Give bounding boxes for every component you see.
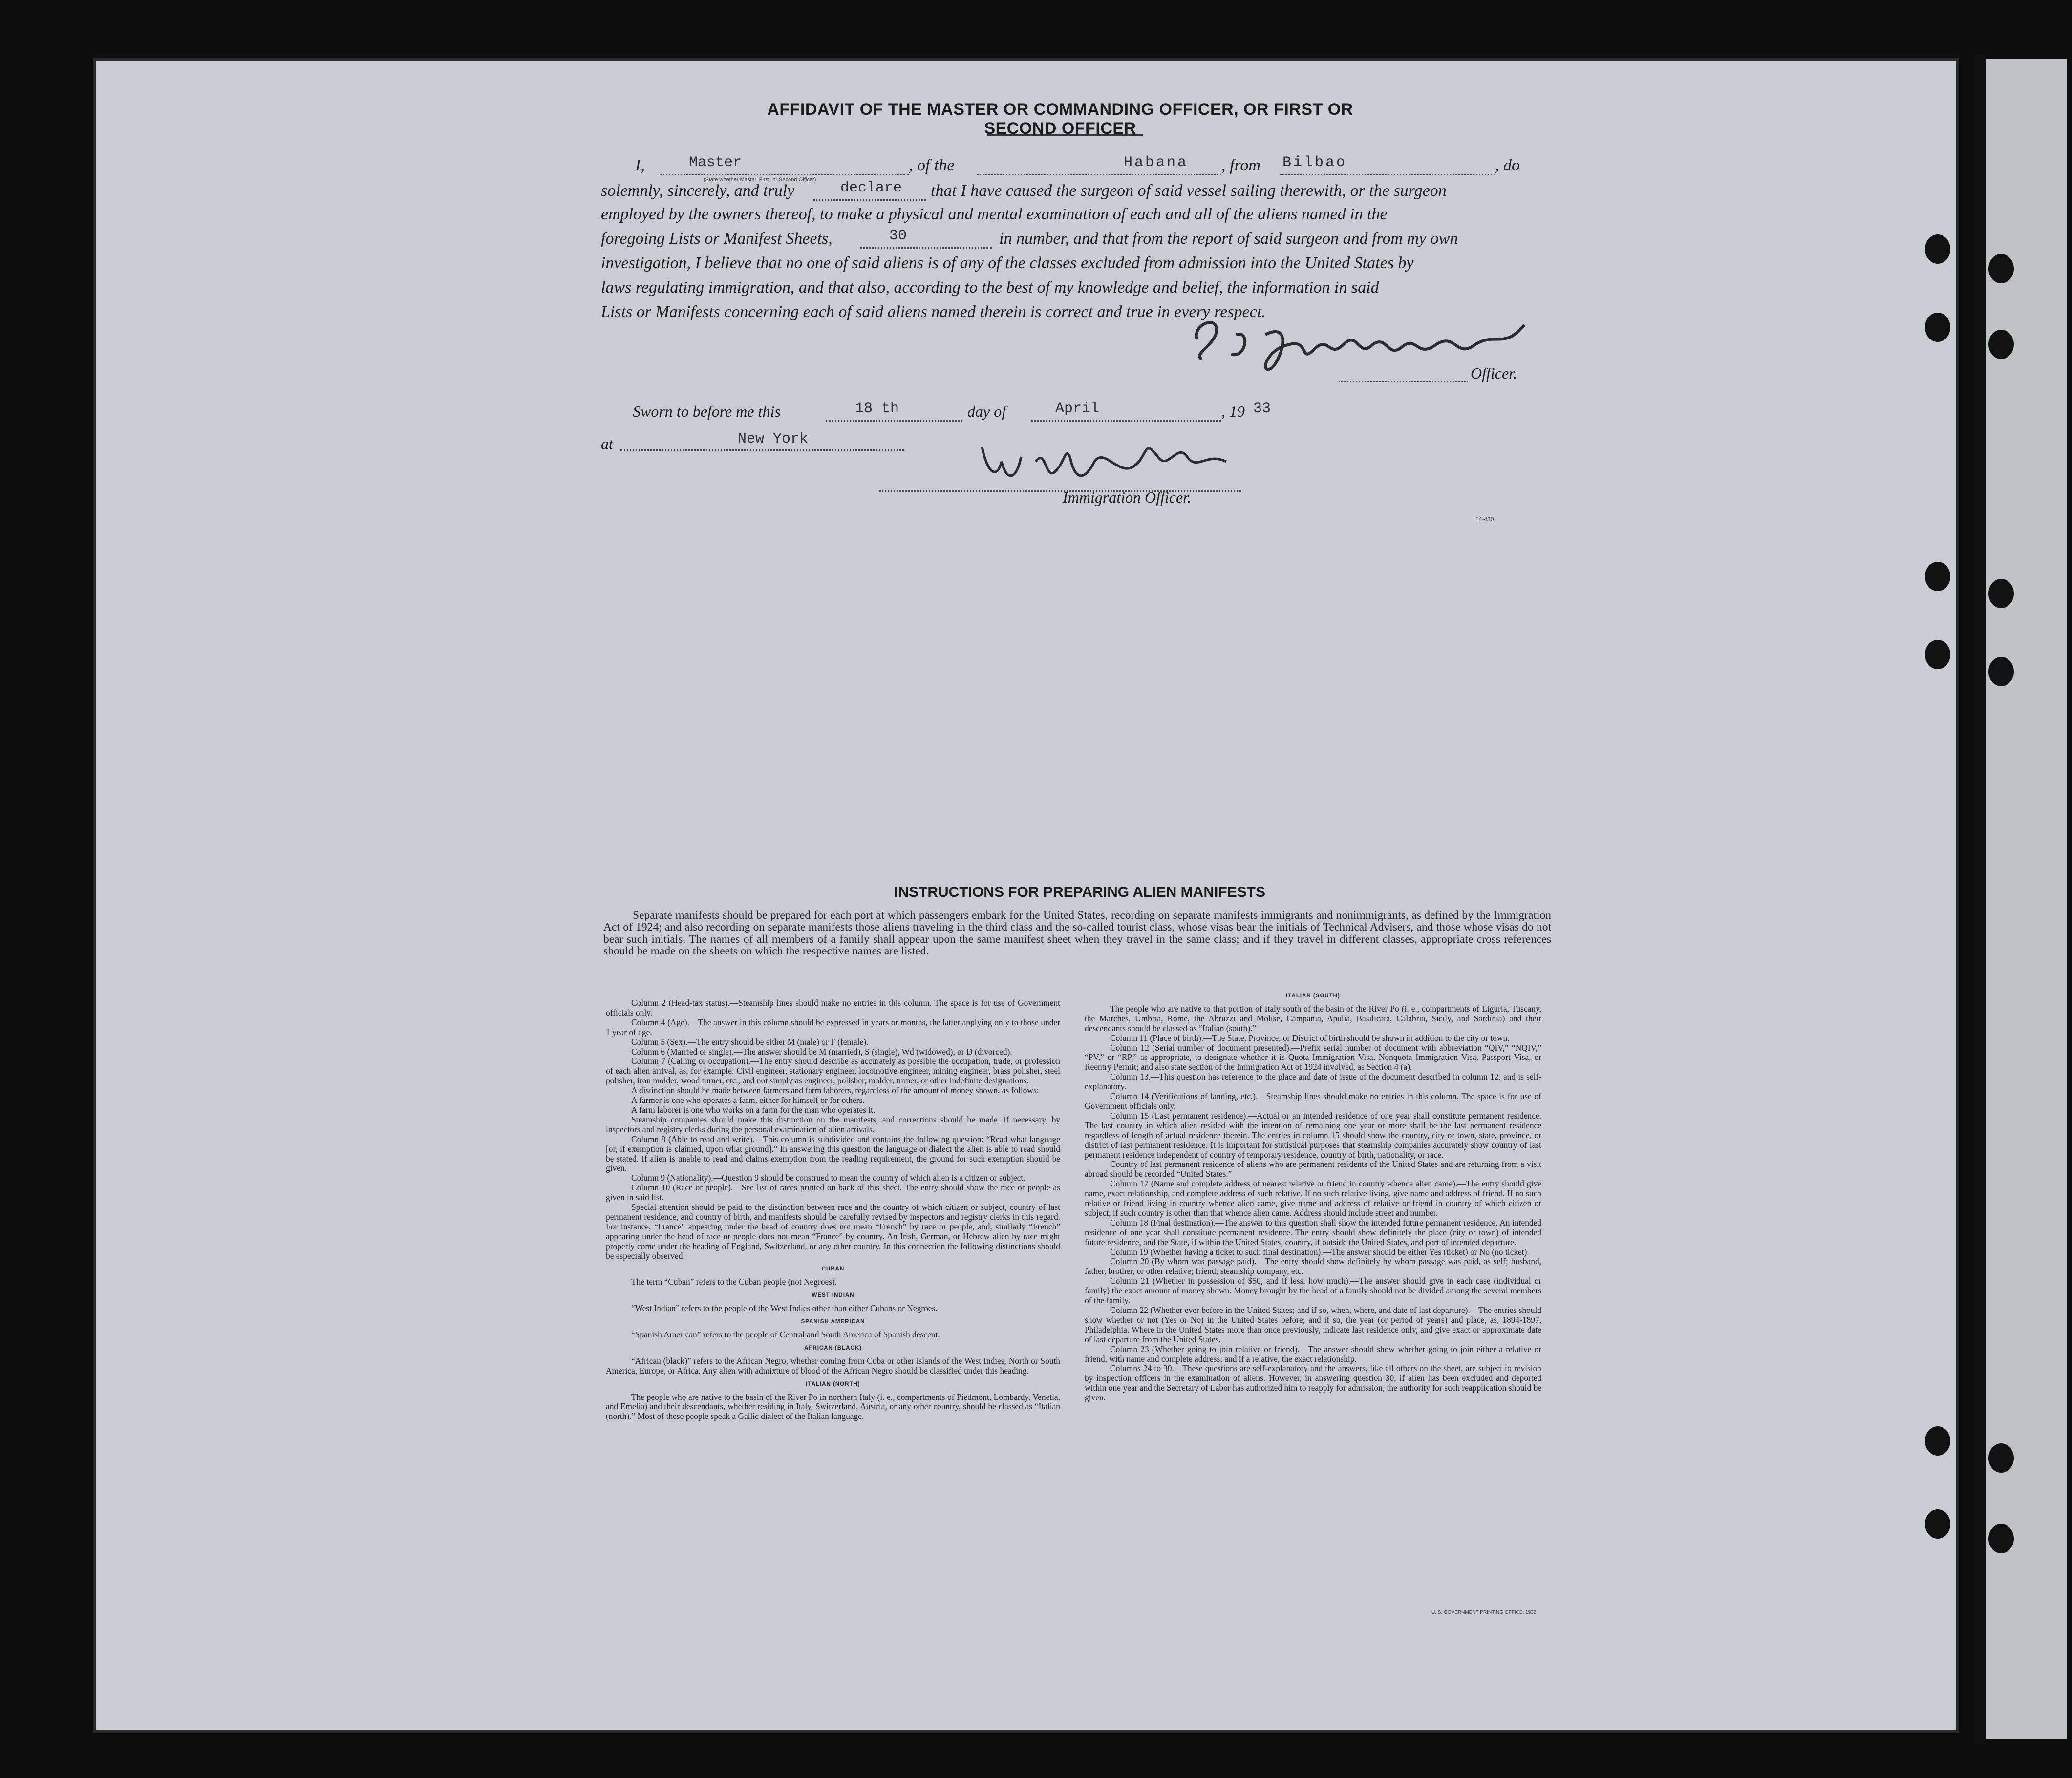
officer-label: Officer. bbox=[1471, 364, 1517, 382]
immigration-officer-label: Immigration Officer. bbox=[1063, 488, 1192, 506]
farmer-distinction: A distinction should be made between farmers and farm laborers, regardless of the amount of money shown, as follows: bbox=[631, 1085, 1039, 1096]
heading-italian-south: ITALIAN (SOUTH) bbox=[1286, 993, 1340, 999]
affidavit-line5: investigation, I believe that no one of said aliens is of any of the classes excluded from admission into the United States by bbox=[601, 254, 1414, 272]
punch-hole bbox=[1925, 1509, 1950, 1539]
farm-laborer-definition: A farm laborer is one who works on a farm for the man who operates it. bbox=[631, 1104, 876, 1115]
italian-south-definition: The people who are native to that portion of Italy south of the basin of the River Po (i. e., compartments of Liguria, Tuscany, the Marches, Umbria, Rome, the Abruzzi and Molise, Campania, Apulia, Basilicata, Calabria, Sicily, and Sardinia) and their descendants should be classed as “Italian (south).” bbox=[1085, 1003, 1541, 1033]
affidavit-line1-of: , of the bbox=[909, 156, 955, 174]
column-12-instruction: Column 12 (Serial number of document presented).—Prefix serial number of document with abbreviation “QIV,” “NQIV,” “PV,” or “RP,” as appropriate, to designate whether it is Quota Immigration Visa, Nonquota Immigration Visa, Passport Visa, or Reentry Permit; and also state section of the Immigration Act of 1924 involved, as Section 4 (a). bbox=[1085, 1042, 1541, 1072]
west-indian-definition: “West Indian” refers to the people of the West Indies other than either Cubans or Negroes. bbox=[631, 1303, 938, 1313]
printer-imprint: U. S. GOVERNMENT PRINTING OFFICE: 1932 bbox=[1431, 1610, 1537, 1615]
sworn-statement-year-prefix: , 19 bbox=[1221, 402, 1245, 420]
sworn-month-value: April bbox=[1055, 401, 1100, 417]
column-11-instruction: Column 11 (Place of birth).—The State, Province, or District of birth should be shown in addition to the city or town. bbox=[1110, 1033, 1510, 1043]
affidavit-line4-start: foregoing Lists or Manifest Sheets, bbox=[601, 230, 833, 248]
columns-24-30-instruction: Columns 24 to 30.—These questions are self-explanatory and the answers, like all others on the sheet, are subject to revision by inspection officers in the examination of aliens. However, in answering question 30, if alien has been excluded and deported within one year and the Secretary of Labor has authorized him to reapply for admission, the authority for such reapplication should be given. bbox=[1085, 1363, 1541, 1403]
column-5-instruction: Column 5 (Sex).—The entry should be either M (male) or F (female). bbox=[631, 1037, 869, 1047]
column-20-instruction: Column 20 (By whom was passage paid).—The entry should show definitely by whom passage was paid, as self; husband, father, brother, or other relative; friend; steamship company, etc. bbox=[1085, 1256, 1541, 1276]
punch-hole bbox=[1988, 254, 2014, 283]
column-19-instruction: Column 19 (Whether having a ticket to such final destination).—The answer should be either Yes (ticket) or No (no ticket). bbox=[1110, 1247, 1529, 1257]
affidavit-line3: employed by the owners thereof, to make a physical and mental examination of each and all of the aliens named in the bbox=[601, 205, 1388, 223]
affidavit-line6: laws regulating immigration, and that also, according to the best of my knowledge and belief, the information in said bbox=[601, 278, 1379, 296]
affidavit-line1-end: , do bbox=[1495, 156, 1520, 174]
heading-cuban: CUBAN bbox=[821, 1266, 845, 1272]
punch-hole bbox=[1988, 579, 2014, 608]
heading-spanish-american: SPANISH AMERICAN bbox=[801, 1319, 865, 1325]
sheet-count-value: 30 bbox=[889, 228, 907, 244]
punch-hole bbox=[1925, 1426, 1950, 1456]
punch-hole bbox=[1988, 657, 2014, 686]
column-15-instruction: Column 15 (Last permanent residence).—Actual or an intended residence of one year shall constitute permanent residence. The last country in which alien resided with the intention of remaining one year or more shall be the last permanent residence regardless of length of actual residence therein. The entries in column 15 should show the country, city or town, state, province, or district of last permanent residence. It is important for statistical purposes that steamship companies accurately show country of last permanent residence independent of country of temporary residence, country of birth, nationality, or race. bbox=[1085, 1110, 1541, 1160]
instructions-intro: Separate manifests should be prepared for each port at which passengers embark for the United States, recording on separate manifests immigrants and nonimmigrants, as defined by the Immigration Act of 1924; and also recording on separate manifests those aliens traveling in the third class and the so-called tourist class, whose visas bear the initials of Technical Advisers, and those whose visas do not bear such initials. The names of all members of a family shall appear upon the same manifest sheet when they travel in the same class; and if they travel in different classes, appropriate cross references should be made on the sheets on which the respective names are listed. bbox=[603, 909, 1551, 957]
column-7-instruction: Column 7 (Calling or occupation).—The entry should describe as accurately as possible the occupation, trade, or profession of each alien arrival, as, for example: Civil engineer, stationary engineer, locomotive engineer, mining engineer, brass polisher, steel polisher, iron molder, wood turner, etc., and not simply as engineer, polisher, molder, turner, or other indefinite designations. bbox=[606, 1056, 1060, 1086]
heading-african: AFRICAN (BLACK) bbox=[804, 1345, 862, 1351]
column-23-instruction: Column 23 (Whether going to join relative or friend).—The answer should show whether going to join either a relative or friend, with name and complete address; and if a relative, the exact relationship. bbox=[1085, 1344, 1541, 1364]
column-17-instruction: Column 17 (Name and complete address of nearest relative or friend in country whence alien came).—The entry should give name, exact relationship, and complete address of such relative. If no such relative living, give name and address of friend. If no such relative or friend living in country whence alien came, give name and address of relative or friend in country of which citizen or subject, if such country is other than that whence alien came. Address should include street and number. bbox=[1085, 1179, 1541, 1218]
officer-rank-value: Master bbox=[689, 154, 742, 171]
punch-hole bbox=[1925, 640, 1950, 669]
sworn-at-label: at bbox=[601, 435, 613, 452]
column-4-instruction: Column 4 (Age).—The answer in this column should be expressed in years or months, the latter applying only to those under 1 year of age. bbox=[606, 1017, 1060, 1037]
residence-note: Country of last permanent residence of aliens who are permanent residents of the United States and are returning from a visit abroad should be recorded “United States.” bbox=[1085, 1159, 1541, 1179]
sworn-year-value: 33 bbox=[1253, 401, 1271, 417]
punch-hole bbox=[1925, 562, 1950, 591]
spanish-american-definition: “Spanish American” refers to the people of Central and South America of Spanish descent. bbox=[631, 1330, 940, 1339]
rank-note: (State whether Master, First, or Second Officer) bbox=[704, 177, 816, 183]
affidavit-line2-start: solemnly, sincerely, and truly bbox=[601, 182, 795, 200]
heading-italian-north: ITALIAN (NORTH) bbox=[806, 1381, 860, 1387]
binding-edge bbox=[1974, 54, 1986, 1744]
sworn-day-value: 18 th bbox=[855, 401, 899, 417]
vessel-field-line bbox=[977, 174, 1221, 175]
punch-hole bbox=[1988, 330, 2014, 359]
race-distinction-note: Special attention should be paid to the distinction between race and the country of which citizen or subject, country of last permanent residence, and country of birth, and manifests should be carefully revised by inspectors and registry clerks in this regard. For instance, “France” appearing under the head of country does not mean “French” by race or people, and, similarly “French” appearing under the head of race or people does not mean “France” by country. An Irish, German, or Hebrew alien by race might properly come under the heading of England, Switzerland, or any other country. In this connection the following distinctions should be especially observed: bbox=[606, 1202, 1060, 1261]
affidavit-line2-end: that I have caused the surgeon of said vessel sailing therewith, or the surgeon bbox=[931, 182, 1447, 200]
punch-hole bbox=[1925, 234, 1950, 264]
heading-west-indian: WEST INDIAN bbox=[812, 1292, 854, 1299]
sheets-field-line bbox=[860, 247, 992, 249]
affidavit-line1-from: , from bbox=[1221, 156, 1260, 174]
affidavit-title: AFFIDAVIT OF THE MASTER OR COMMANDING OFFICER, OR FIRST OR SECOND OFFICER bbox=[767, 100, 1353, 138]
affidavit-line1-start: I, bbox=[635, 156, 645, 174]
binding-strip bbox=[1974, 59, 2067, 1739]
column-13-instruction: Column 13.—This question has reference to the place and date of issue of the document described in column 12, and is self-explanatory. bbox=[1085, 1072, 1541, 1092]
officer-signature-line bbox=[1339, 381, 1468, 382]
steamship-distinction: Steamship companies should make this distinction on the manifests, and corrections should be made, if necessary, by inspectors and registry clerks during the personal examination of alien arrivals. bbox=[606, 1114, 1060, 1134]
farmer-definition: A farmer is one who operates a farm, either for himself or for others. bbox=[631, 1095, 865, 1105]
column-22-instruction: Column 22 (Whether ever before in the United States; and if so, when, where, and date of last departure).—The entries should show whether or not (Yes or No) in the United States before; and if so, the year (or period of years) and place, as, 1894-1897, Philadelphia. Where in the United States more than once previously, indicate last residence only, and give exact or approximate date of last departure from the United States. bbox=[1085, 1305, 1541, 1344]
affidavit-line4-end: in number, and that from the report of said surgeon and from my own bbox=[999, 230, 1458, 248]
column-2-instruction: Column 2 (Head-tax status).—Steamship lines should make no entries in this column. The space is for use of Government officials only. bbox=[606, 998, 1060, 1017]
column-8-instruction: Column 8 (Able to read and write).—This column is subdivided and contains the following question: “Read what language [or, if exemption is claimed, upon what ground].” In answering this question the language or dialect the alien is able to read should be stated. If alien is unable to read and claims exemption from the reading requirement, the ground for such exemption should be given. bbox=[606, 1134, 1060, 1173]
punch-hole bbox=[1925, 313, 1950, 342]
rank-field-line bbox=[660, 174, 909, 175]
immigration-officer-signature bbox=[972, 427, 1246, 496]
port-value: Bilbao bbox=[1282, 154, 1347, 171]
column-21-instruction: Column 21 (Whether in possession of $50, and if less, how much).—The answer should give in each case (individual or family) the exact amount of money shown. Money brought by the head of a family should not be divided among the several members of the family. bbox=[1085, 1276, 1541, 1306]
column-10-instruction: Column 10 (Race or people).—See list of races printed on back of this sheet. The entry should show the race or people as given in said list. bbox=[606, 1183, 1060, 1203]
affidavit-line7: Lists or Manifests concerning each of said aliens named therein is correct and true in every respect. bbox=[601, 303, 1266, 321]
italian-north-definition: The people who are native to the basin of the River Po in northern Italy (i. e., compartments of Piedmont, Lombardy, Venetia, and Emelia) and their descendants, whether residing in Italy, Switzerland, Austria, or any other country, should be classed as “Italian (north).” Most of these people speak a Gallic dialect of the Italian language. bbox=[606, 1392, 1060, 1421]
sworn-place-value: New York bbox=[738, 431, 809, 447]
instructions-right-column bbox=[1085, 988, 1541, 1403]
title-rule bbox=[987, 134, 1143, 136]
cuban-definition: The term “Cuban” refers to the Cuban people (not Negroes). bbox=[631, 1277, 837, 1287]
sworn-statement-day-of: day of bbox=[967, 402, 1006, 420]
vessel-value: Habana bbox=[1124, 154, 1189, 171]
form-number: 14-430 bbox=[1475, 516, 1494, 523]
instructions-left-column bbox=[606, 998, 1060, 1421]
column-9-instruction: Column 9 (Nationality).—Question 9 should be construed to mean the country of which alien is a citizen or subject. bbox=[631, 1173, 1025, 1183]
sworn-day-line bbox=[826, 420, 962, 422]
sworn-place-line bbox=[620, 449, 904, 451]
sworn-statement-start: Sworn to before me this bbox=[633, 402, 781, 420]
column-18-instruction: Column 18 (Final destination).—The answer to this question shall show the intended future permanent residence. An intended residence of one year shall constitute permanent residence. The entry should show definitely the place (city or town) of intended future residence, and the State, if within the United States; country, if outside the United States, and port of intended departure. bbox=[1085, 1217, 1541, 1247]
punch-hole bbox=[1988, 1443, 2014, 1473]
verb-value: declare bbox=[840, 180, 902, 196]
verb-field-line bbox=[813, 199, 926, 201]
punch-hole bbox=[1988, 1524, 2014, 1553]
sworn-month-line bbox=[1031, 420, 1221, 422]
column-6-instruction: Column 6 (Married or single).—The answer should be M (married), S (single), Wd (widowed), or D (divorced). bbox=[631, 1046, 1012, 1057]
port-field-line bbox=[1280, 174, 1495, 175]
african-definition: “African (black)” refers to the African Negro, whether coming from Cuba or other islands of the West Indies, North or South America, Europe, or Africa. Any alien with admixture of blood of the African Negro should be classified under this heading. bbox=[606, 1355, 1060, 1376]
instructions-title: INSTRUCTIONS FOR PREPARING ALIEN MANIFESTS bbox=[894, 884, 1266, 900]
column-14-instruction: Column 14 (Verifications of landing, etc.).—Steamship lines should make no entries in this column. The space is for use of Government officials only. bbox=[1085, 1091, 1541, 1111]
